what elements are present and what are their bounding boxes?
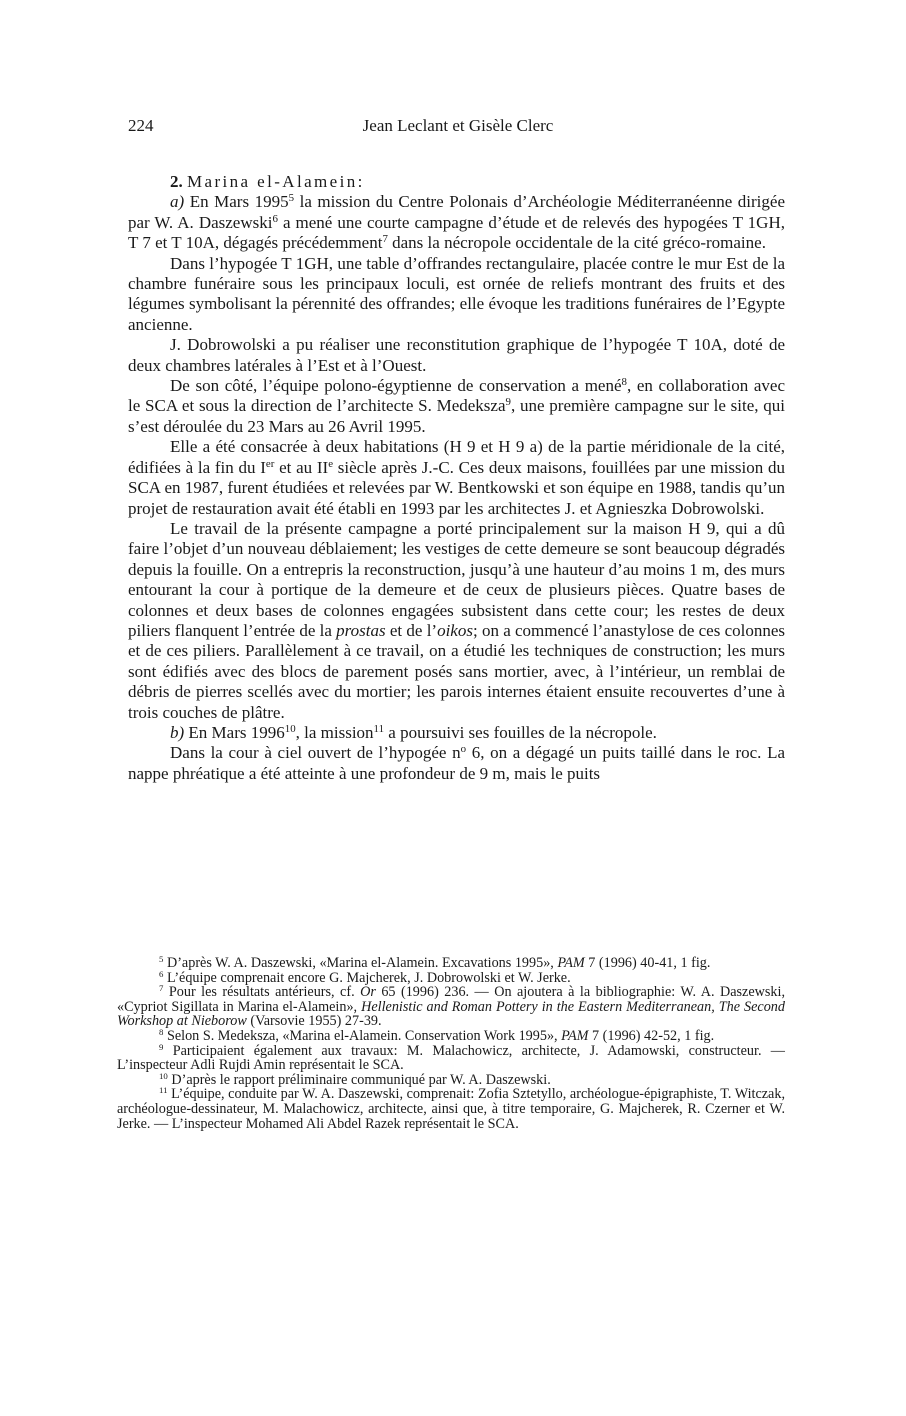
text-run: et au II xyxy=(274,457,329,477)
running-title: Jean Leclant et Gisèle Clerc xyxy=(362,116,554,135)
note-ref: o xyxy=(460,743,467,756)
text-run: En Mars 1996 xyxy=(184,722,285,742)
text-run: J. Dobrowolski a pu réaliser une reconstitution graphique de l’hypogée T 10A, doté de deux chambres latérales à l’Est et à l’Ouest. xyxy=(128,335,785,375)
italic-text: PAM xyxy=(561,1027,589,1044)
main-text xyxy=(128,172,785,784)
footnote xyxy=(117,1087,785,1131)
note-ref: 6 xyxy=(159,968,164,979)
text-run: Pour les résultats antérieurs, cf. xyxy=(163,984,361,1001)
text-run: la mission du Centre Polonais d’Archéologie Méditerranéenne dirigée par W. A. Daszewski xyxy=(128,192,785,232)
note-ref: 6 xyxy=(272,212,278,225)
text-run: , une première campagne sur le site, qui s’est déroulée du 23 Mars au 26 Avril 1995. xyxy=(128,396,786,436)
text-run: a mené une courte campagne d’étude et de relevés des hypogées T 1GH, T 7 et T 10A, dégagés précédemment xyxy=(128,212,785,253)
text-run: D’après le rapport préliminaire communiqué par W. A. Daszewski. xyxy=(167,1071,551,1088)
text-run: ; on a commencé l’anastylose de ces colonnes et de ces piliers. Parallèlement à ce travail, on a étudié les techniques de construction; les murs sont édifiés avec des blocs de parement posés sans mortier, avec, à l’intérieur, un remblai de débris de pierres scellés avec du mortier; les parois internes étaient ensuite recouvertes d’une à trois couches de plâtre. xyxy=(128,620,785,722)
footnote xyxy=(117,956,785,971)
paragraph xyxy=(128,335,785,376)
note-ref: 9 xyxy=(159,1041,164,1052)
text-run: , la mission xyxy=(295,722,374,742)
footnote xyxy=(117,1029,785,1044)
italic-text: Hellenistic and Roman Pottery in the Eastern Mediterranean, The Second Workshop at Nieborow xyxy=(117,998,785,1030)
note-ref: 11 xyxy=(373,723,385,735)
page-header xyxy=(128,116,788,140)
paragraph xyxy=(128,376,785,437)
text-run: a poursuivi ses fouilles de la nécropole. xyxy=(384,722,657,742)
text-run: siècle après J.-C. Ces deux maisons, fouillées par une mission du SCA en 1987, furent étudiées et relevées par W. Bentkowski et son équipe en 1988, tandis qu’un projet de restauration avait été établi en 1993 par les architectes J. et Agnieszka Dobrowolski. xyxy=(128,457,786,518)
italic-text: Or xyxy=(360,984,376,1001)
text-run: 7 (1996) 40-41, 1 fig. xyxy=(584,955,711,971)
note-ref: 5 xyxy=(159,954,164,965)
footnote xyxy=(117,968,785,986)
text-run: (Varsovie 1955) 27-39. xyxy=(246,1013,382,1030)
text-run: En Mars 1995 xyxy=(184,192,289,212)
note-ref: e xyxy=(328,457,334,470)
page-number: 224 xyxy=(128,116,154,135)
text-run: Elle a été consacrée à deux habitations (H 9 et H 9 a) de la partie méridionale de la cité, édifiées à la fin du I xyxy=(128,437,785,477)
paragraph xyxy=(128,519,785,723)
text-run: De son côté, l’équipe polono-égyptienne de conservation a mené xyxy=(170,376,622,396)
note-ref: er xyxy=(265,457,275,470)
note-ref: 10 xyxy=(284,723,296,735)
italic-text: prostas xyxy=(336,620,386,640)
italic-text: PAM xyxy=(557,955,585,971)
footnote-list xyxy=(117,956,785,1131)
note-ref: 8 xyxy=(621,376,627,389)
text-run: Selon S. Medeksza, «Marina el-Alamein. Conservation Work 1995», xyxy=(163,1027,562,1044)
italic-text: b) xyxy=(170,722,185,742)
section-heading xyxy=(128,172,785,192)
footnote xyxy=(117,1041,785,1074)
text-run: et de l’ xyxy=(385,620,438,640)
footnotes xyxy=(117,956,785,1131)
paragraph xyxy=(128,437,785,519)
section-number: 2. xyxy=(170,172,183,191)
text-run: L’équipe comprenait encore G. Majcherek, J. Dobrowolski et W. Jerke. xyxy=(163,969,571,986)
body-paragraphs xyxy=(128,192,785,784)
text-run: Dans l’hypogée T 1GH, une table d’offrandes rectangulaire, placée contre le mur Est de la chambre funéraire sous les principaux loculi, est ornée de reliefs montrant des fruits et des légumes symbolisant la pérennité des offrandes; elle évoque les traditions funéraires de l’Egypte ancienne. xyxy=(128,253,785,334)
text-run: D’après W. A. Daszewski, «Marina el-Alamein. Excavations 1995», xyxy=(163,955,558,971)
footnote xyxy=(117,985,785,1029)
note-ref: 11 xyxy=(159,1085,168,1096)
text-run: dans la nécropole occidentale de la cité gréco-romaine. xyxy=(387,233,766,253)
note-ref: 5 xyxy=(288,192,295,205)
paragraph xyxy=(128,723,785,743)
text-run: 7 (1996) 42-52, 1 fig. xyxy=(588,1027,715,1044)
paragraph xyxy=(128,743,785,784)
note-ref: 10 xyxy=(159,1070,168,1081)
text-run: 6, on a dégagé un puits taillé dans le roc. La nappe phréatique a été atteinte à une profondeur de 9 m, mais le puits xyxy=(128,743,785,783)
text-run: Le travail de la présente campagne a porté principalement sur la maison H 9, qui a dû faire l’objet d’un nouveau déblaiement; les vestiges de cette demeure se sont beaucoup dégradés depuis la fouille. On a entrepris la reconstruction, jusqu’à une hauteur d’au moins 1 m, des murs entourant la cour à portique de la demeure et de ceux de plusieurs pièces. Quatre bases de colonnes et deux bases de colonnes engagées subsistent dans cette cour; les restes de deux piliers flanquent l’entrée de la xyxy=(128,518,785,640)
paragraph xyxy=(128,254,785,336)
note-ref: 7 xyxy=(382,233,388,246)
paragraph xyxy=(128,192,785,253)
text-run: Dans la cour à ciel ouvert de l’hypogée n xyxy=(170,743,461,763)
text-run: 65 (1996) 236. — On ajoutera à la bibliographie: W. A. Daszewski, «Cypriot Sigillata in Marina el-Alamein», xyxy=(117,984,785,1015)
section-title: Marina el-Alamein: xyxy=(187,172,365,191)
italic-text: a) xyxy=(170,192,185,212)
text-run: Participaient également aux travaux: M. Malachowicz, architecte, J. Adamowski, constructeur. — L’inspecteur Adli Rujdi Amin représentait le SCA. xyxy=(117,1042,785,1074)
text-run: L’équipe, conduite par W. A. Daszewski, comprenait: Zofia Sztetyllo, archéologue-épigraphiste, T. Witczak, archéologue-dessinateur, M. Malachowicz, architecte, ainsi que, à titre temporaire, G. Majcherek, R. Czerner et W. Jerke. — L’inspecteur Mohamed Ali Abdel Razek représentait le SCA. xyxy=(117,1086,785,1132)
note-ref: 7 xyxy=(159,983,164,994)
text-run: , en collaboration avec le SCA et sous la direction de l’architecte S. Medeksza xyxy=(128,376,785,416)
note-ref: 9 xyxy=(505,396,511,409)
note-ref: 8 xyxy=(159,1027,164,1038)
italic-text: oikos xyxy=(437,620,473,640)
